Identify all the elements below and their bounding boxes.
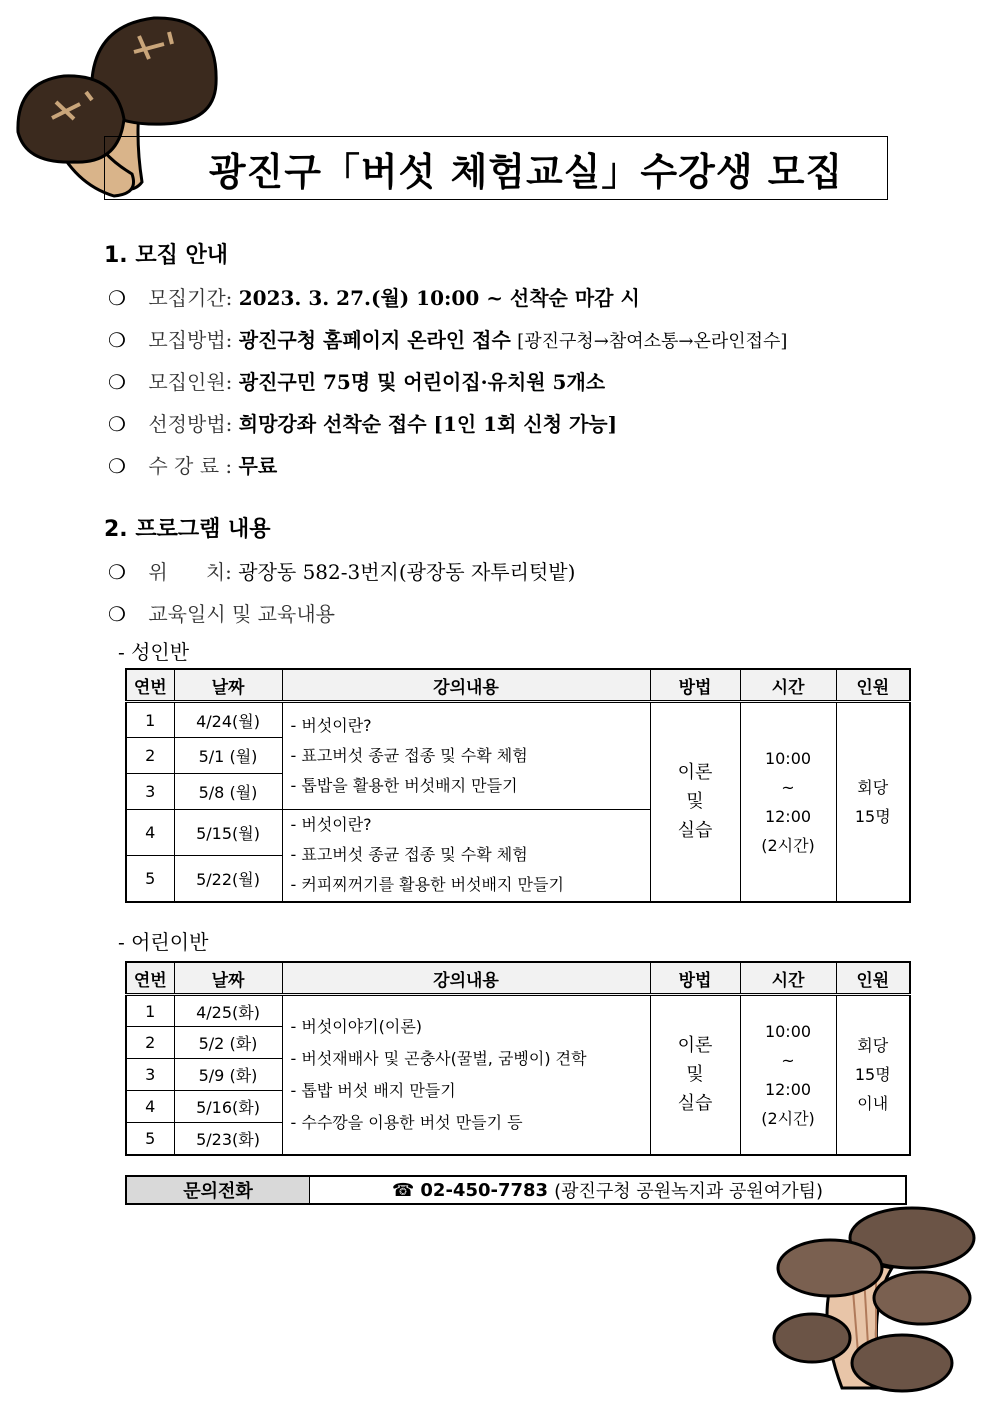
time-line: 10:00: [764, 1021, 812, 1041]
info-value: 광진구민 75명 및 어린이집·유치원 5개소: [238, 370, 606, 394]
people-line: 회당: [857, 777, 889, 797]
lecture-content: [282, 995, 650, 1155]
row-number: 2: [126, 1027, 174, 1059]
method-line: 및: [686, 791, 704, 813]
bullet-icon: ❍: [108, 286, 126, 310]
column-header: 방법: [650, 669, 740, 702]
kids-class-heading: - 어린이반: [118, 930, 209, 954]
info-label: 모집인원:: [148, 370, 233, 394]
row-number: 1: [126, 702, 174, 738]
row-date: 5/16(화): [174, 1091, 282, 1123]
oyster-mushroom-illustration: [772, 1198, 977, 1398]
row-number: 5: [126, 856, 174, 902]
people-cell: [836, 702, 910, 902]
row-number: 3: [126, 774, 174, 810]
info-label: 모집방법:: [148, 328, 233, 352]
info-label: 선정방법:: [148, 412, 233, 436]
info-recruit-period: [108, 282, 640, 311]
method-line: 및: [686, 1064, 704, 1086]
section-heading-recruitment: 1. 모집 안내: [104, 243, 228, 268]
method-line: 실습: [677, 820, 713, 842]
method-cell: [650, 995, 740, 1155]
method-line: 이론: [677, 1035, 713, 1057]
people-cell: [836, 995, 910, 1155]
bullet-icon: ❍: [108, 560, 126, 584]
content-line: - 톱밥 버섯 배지 만들기: [290, 1080, 456, 1100]
people-line: 회당: [857, 1036, 889, 1056]
row-date: 5/8 (월): [174, 774, 282, 810]
row-number: 2: [126, 738, 174, 774]
row-number: 3: [126, 1059, 174, 1091]
method-cell: [650, 702, 740, 902]
contact-box: [125, 1175, 907, 1205]
content-line: - 톱밥을 활용한 버섯배지 만들기: [290, 776, 518, 795]
column-header: 시간: [740, 669, 836, 702]
column-header: 방법: [650, 962, 740, 995]
info-label: 교육일시 및 교육내용: [148, 602, 335, 626]
row-number: 4: [126, 810, 174, 856]
info-recruit-count: [108, 366, 605, 395]
bullet-icon: ❍: [108, 328, 126, 352]
column-header: 인원: [836, 669, 910, 702]
time-line: (2시간): [761, 1108, 815, 1128]
table-row: [126, 995, 910, 1027]
row-date: 5/22(월): [174, 856, 282, 902]
page-title: [104, 136, 888, 200]
time-line: ~: [781, 1050, 795, 1070]
table-header-row: [126, 962, 910, 995]
table-header-row: [126, 669, 910, 702]
column-header: 연번: [126, 669, 174, 702]
content-line: - 커피찌꺼기를 활용한 버섯배지 만들기: [290, 875, 564, 895]
row-number: 1: [126, 995, 174, 1027]
column-header: 날짜: [174, 669, 282, 702]
row-number: 4: [126, 1091, 174, 1123]
row-date: 4/25(화): [174, 995, 282, 1027]
row-date: 5/9 (화): [174, 1059, 282, 1091]
info-label: 수 강 료 :: [148, 454, 233, 478]
time-line: 12:00: [764, 1079, 812, 1099]
people-line: 이내: [857, 1094, 889, 1114]
info-education: [108, 598, 335, 627]
row-date: 4/24(월): [174, 702, 282, 738]
adult-class-heading: - 성인반: [118, 640, 190, 664]
table-row: [126, 702, 910, 738]
info-label: 모집기간:: [148, 286, 233, 310]
kids-schedule-table: [125, 961, 911, 1156]
people-line: 15명: [854, 1065, 891, 1085]
bullet-icon: ❍: [108, 602, 126, 626]
phone-number[interactable]: 02-450-7783: [420, 1179, 549, 1201]
time-line: 12:00: [764, 806, 812, 826]
info-value: 2023. 3. 27.(월) 10:00 ~ 선착순 마감 시: [238, 286, 640, 310]
info-location: [108, 556, 575, 585]
time-line: 10:00: [764, 748, 812, 768]
info-label: 위 치:: [148, 560, 232, 584]
time-cell: [740, 702, 836, 902]
people-line: 15명: [854, 806, 891, 826]
content-line: - 버섯이란?: [290, 815, 372, 835]
info-fee: [108, 450, 277, 479]
adult-schedule-table: [125, 668, 911, 903]
column-header: 시간: [740, 962, 836, 995]
lecture-content: [282, 810, 650, 902]
method-line: 실습: [677, 1093, 713, 1115]
bullet-icon: ❍: [108, 454, 126, 478]
info-recruit-method: [108, 324, 787, 353]
row-date: 5/15(월): [174, 810, 282, 856]
bullet-icon: ❍: [108, 412, 126, 436]
content-line: - 버섯재배사 및 곤충사(꿀벌, 굼벵이) 견학: [290, 1048, 587, 1068]
time-cell: [740, 995, 836, 1155]
contact-value: [310, 1177, 905, 1203]
info-selection-method: [108, 408, 617, 437]
column-header: 날짜: [174, 962, 282, 995]
info-value: 무료: [238, 454, 278, 478]
content-line: - 버섯이란?: [290, 716, 372, 735]
column-header: 인원: [836, 962, 910, 995]
phone-icon: ☎: [391, 1179, 415, 1201]
title-text: 광진구「버섯 체험교실」수강생 모집: [208, 149, 844, 194]
lecture-content: [282, 702, 650, 810]
content-line: - 수수깡을 이용한 버섯 만들기 등: [290, 1112, 523, 1132]
time-line: (2시간): [761, 835, 815, 855]
content-line: - 표고버섯 종균 접종 및 수확 체험: [290, 845, 528, 865]
row-date: 5/2 (화): [174, 1027, 282, 1059]
column-header: 강의내용: [282, 962, 650, 995]
bullet-icon: ❍: [108, 370, 126, 394]
info-value: 희망강좌 선착순 접수 [1인 1회 신청 가능]: [238, 412, 618, 436]
column-header: 연번: [126, 962, 174, 995]
row-date: 5/1 (월): [174, 738, 282, 774]
contact-label: 문의전화: [127, 1177, 310, 1203]
column-header: 강의내용: [282, 669, 650, 702]
content-line: - 버섯이야기(이론): [290, 1016, 423, 1036]
info-value: 광진구청 홈페이지 온라인 접수: [238, 328, 511, 352]
info-note: [광진구청→참여소통→온라인접수]: [517, 331, 788, 352]
contact-department: (광진구청 공원녹지과 공원여가팀): [554, 1181, 823, 1202]
section-heading-program: 2. 프로그램 내용: [104, 517, 271, 542]
row-date: 5/23(화): [174, 1123, 282, 1155]
time-line: ~: [781, 777, 795, 797]
method-line: 이론: [677, 762, 713, 784]
row-number: 5: [126, 1123, 174, 1155]
info-value: 광장동 582-3번지(광장동 자투리텃밭): [238, 560, 576, 584]
content-line: - 표고버섯 종균 접종 및 수확 체험: [290, 746, 528, 765]
